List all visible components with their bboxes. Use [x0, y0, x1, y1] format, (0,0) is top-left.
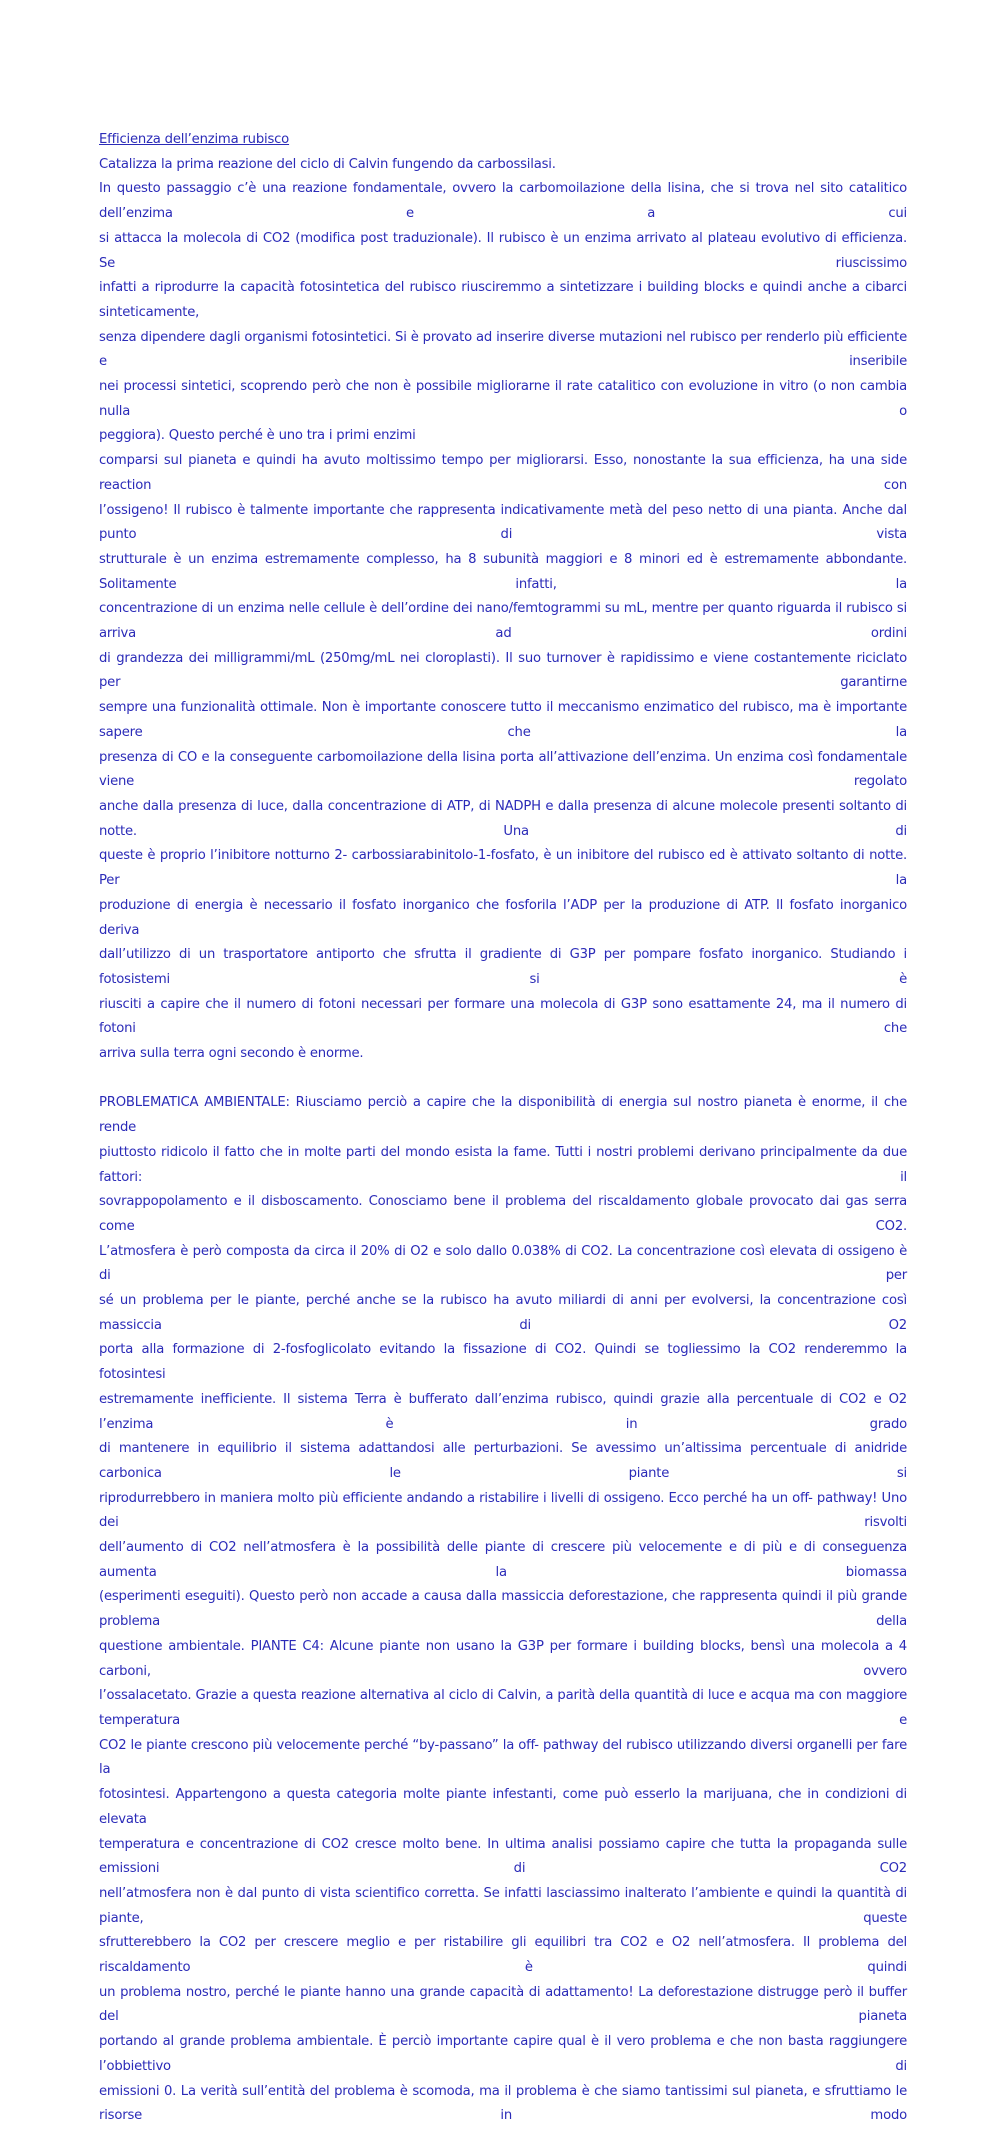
- text-line: (esperimenti eseguiti). Questo però non accade a causa dalla massiccia deforestazione, che rappresenta quindi il più grande problema della: [99, 1589, 907, 1630]
- text-line: PROBLEMATICA AMBIENTALE: Riusciamo perciò a capire che la disponibilità di energia sul nostro pianeta è enorme, il che rende: [99, 1095, 907, 1136]
- text-line: arriva sulla terra ogni secondo è enorme.: [99, 1046, 364, 1062]
- text-line: temperatura e concentrazione di CO2 cresce molto bene. In ultima analisi possiamo capire che tutta la propaganda sulle emissioni di CO2: [99, 1836, 907, 1877]
- text-line: nei processi sintetici, scoprendo però che non è possibile migliorarne il rate catalitico con evoluzione in vitro (o non cambia nulla o: [99, 379, 907, 419]
- text-line: presenza di CO e la conseguente carbomoilazione della lisina porta all’attivazione dell’enzima. Un enzima così fondamentale viene regolato: [99, 749, 907, 790]
- text-line: sfrutterebbero la CO2 per crescere meglio e per ristabilire gli equilibri tra CO2 e O2 nell’atmosfera. Il problema del riscaldamento è quindi: [99, 1935, 907, 1976]
- text-line: l’ossalacetato. Grazie a questa reazione alternativa al ciclo di Calvin, a parità della quantità di luce e acqua ma con maggiore temperatura e: [99, 1688, 907, 1728]
- text-line: infatti a riprodurre la capacità fotosintetica del rubisco riusciremmo a sintetizzare i building blocks e quindi anche a cibarci sinteticamente,: [99, 280, 907, 320]
- text-line: peggiora). Questo perché è uno tra i primi enzimi: [99, 428, 416, 444]
- text-line: L’atmosfera è però composta da circa il 20% di O2 e solo dallo 0.038% di CO2. La concentrazione così elevata di ossigeno è di per: [99, 1243, 907, 1284]
- text-line: CO2 le piante crescono più velocemente perché “by-passano” la off- pathway del rubisco utilizzando diversi organelli per fare la: [99, 1737, 907, 1778]
- text-line: queste è proprio l’inibitore notturno 2- carbossiarabinitolo-1-fosfato, è un inibitore del rubisco ed è attivato soltanto di notte. Per la: [99, 848, 907, 889]
- text-line: porta alla formazione di 2-fosfoglicolato evitando la fissazione di CO2. Quindi se togliessimo la CO2 renderemmo la fotosintesi: [99, 1342, 907, 1383]
- text-line: senza dipendere dagli organismi fotosintetici. Si è provato ad inserire diverse mutazioni nel rubisco per renderlo più efficiente e inseribile: [99, 329, 907, 370]
- text-line: strutturale è un enzima estremamente complesso, ha 8 subunità maggiori e 8 minori ed è estremamente abbondante. Solitamente infatti, la: [99, 551, 907, 592]
- text-line: dall’utilizzo di un trasportatore antiporto che sfrutta il gradiente di G3P per pompare fosfato inorganico. Studiando i fotosistemi si è: [99, 947, 907, 987]
- text-line: questione ambientale. PIANTE C4: Alcune piante non usano la G3P per formare i building blocks, bensì una molecola a 4 carboni, ovvero: [99, 1638, 907, 1679]
- text-line: In questo passaggio c’è una reazione fondamentale, ovvero la carbomoilazione della lisina, che si trova nel sito catalitico dell’enzima e a cui: [99, 181, 907, 222]
- section-rubisco-efficiency: [99, 153, 907, 1067]
- text-line: emissioni 0. La verità sull’entità del problema è scomoda, ma il problema è che siamo tantissimi sul pianeta, e sfruttiamo le risorse in modo: [99, 2083, 907, 2124]
- text-line: dell’aumento di CO2 nell’atmosfera è la possibilità delle piante di crescere più velocemente e di più e di conseguenza aumenta la biomassa: [99, 1540, 907, 1580]
- text-line: comparsi sul pianeta e quindi ha avuto moltissimo tempo per migliorarsi. Esso, nonostante la sua efficienza, ha una side reaction con: [99, 453, 907, 493]
- paragraph-gap: [99, 1067, 907, 1092]
- document-title: Efficienza dell’enzima rubisco: [99, 132, 290, 147]
- text-line: portando al grande problema ambientale. È perciò importante capire qual è il vero problema e che non basta raggiungere l’obbiettivo di: [99, 2034, 907, 2074]
- text-line: di mantenere in equilibrio il sistema adattandosi alle perturbazioni. Se avessimo un’altissima percentuale di anidride carbonica le piante si: [99, 1441, 907, 1481]
- text-line: riprodurrebbero in maniera molto più efficiente andando a ristabilire i livelli di ossigeno. Ecco perché ha un off- pathway! Uno dei risvolti: [99, 1490, 907, 1531]
- text-line: anche dalla presenza di luce, dalla concentrazione di ATP, di NADPH e dalla presenza di alcune molecole presenti soltanto di notte. Una di: [99, 798, 907, 839]
- text-line: si attacca la molecola di CO2 (modifica post traduzionale). Il rubisco è un enzima arrivato al plateau evolutivo di efficienza. Se riuscissimo: [99, 230, 907, 271]
- text-line: l’ossigeno! Il rubisco è talmente importante che rappresenta indicativamente metà del peso netto di una pianta. Anche dal punto di vista: [99, 502, 907, 543]
- text-line: sempre una funzionalità ottimale. Non è importante conoscere tutto il meccanismo enzimatico del rubisco, ma è importante sapere che la: [99, 700, 907, 740]
- text-line: piuttosto ridicolo il fatto che in molte parti del mondo esista la fame. Tutti i nostri problemi derivano principalmente da due fattori: il: [99, 1144, 907, 1185]
- text-line: di grandezza dei milligrammi/mL (250mg/mL nei cloroplasti). Il suo turnover è rapidissimo e viene costantemente riciclato per garantirne: [99, 650, 907, 691]
- text-line: estremamente inefficiente. Il sistema Terra è bufferato dall’enzima rubisco, quindi grazie alla percentuale di CO2 e O2 l’enzima è in grado: [99, 1391, 907, 1432]
- text-line: Catalizza la prima reazione del ciclo di Calvin fungendo da carbossilasi.: [99, 156, 556, 172]
- text-line: concentrazione di un enzima nelle cellule è dell’ordine dei nano/femtogrammi su mL, mentre per quanto riguarda il rubisco si arriva ad ordini: [99, 601, 907, 642]
- text-line: nell’atmosfera non è dal punto di vista scientifico corretta. Se infatti lasciassimo inalterato l’ambiente e quindi la quantità di piante, queste: [99, 1885, 907, 1926]
- text-line: sé un problema per le piante, perché anche se la rubisco ha avuto miliardi di anni per evolversi, la concentrazione così massiccia di O2: [99, 1293, 907, 1333]
- text-line: produzione di energia è necessario il fosfato inorganico che fosforila l’ADP per la produzione di ATP. Il fosfato inorganico deriva: [99, 897, 907, 938]
- text-line: riusciti a capire che il numero di fotoni necessari per formare una molecola di G3P sono esattamente 24, ma il numero di fotoni che: [99, 996, 907, 1037]
- text-line: fotosintesi. Appartengono a questa categoria molte piante infestanti, come può esserlo la marijuana, che in condizioni di elevata: [99, 1787, 907, 1827]
- document-page: [99, 128, 907, 2129]
- section-environmental-problem: [99, 1091, 907, 2129]
- text-line: un problema nostro, perché le piante hanno una grande capacità di adattamento! La deforestazione distrugge però il buffer del pianeta: [99, 1984, 907, 2025]
- text-line: sovrappopolamento e il disboscamento. Conosciamo bene il problema del riscaldamento globale provocato dai gas serra come CO2.: [99, 1194, 907, 1234]
